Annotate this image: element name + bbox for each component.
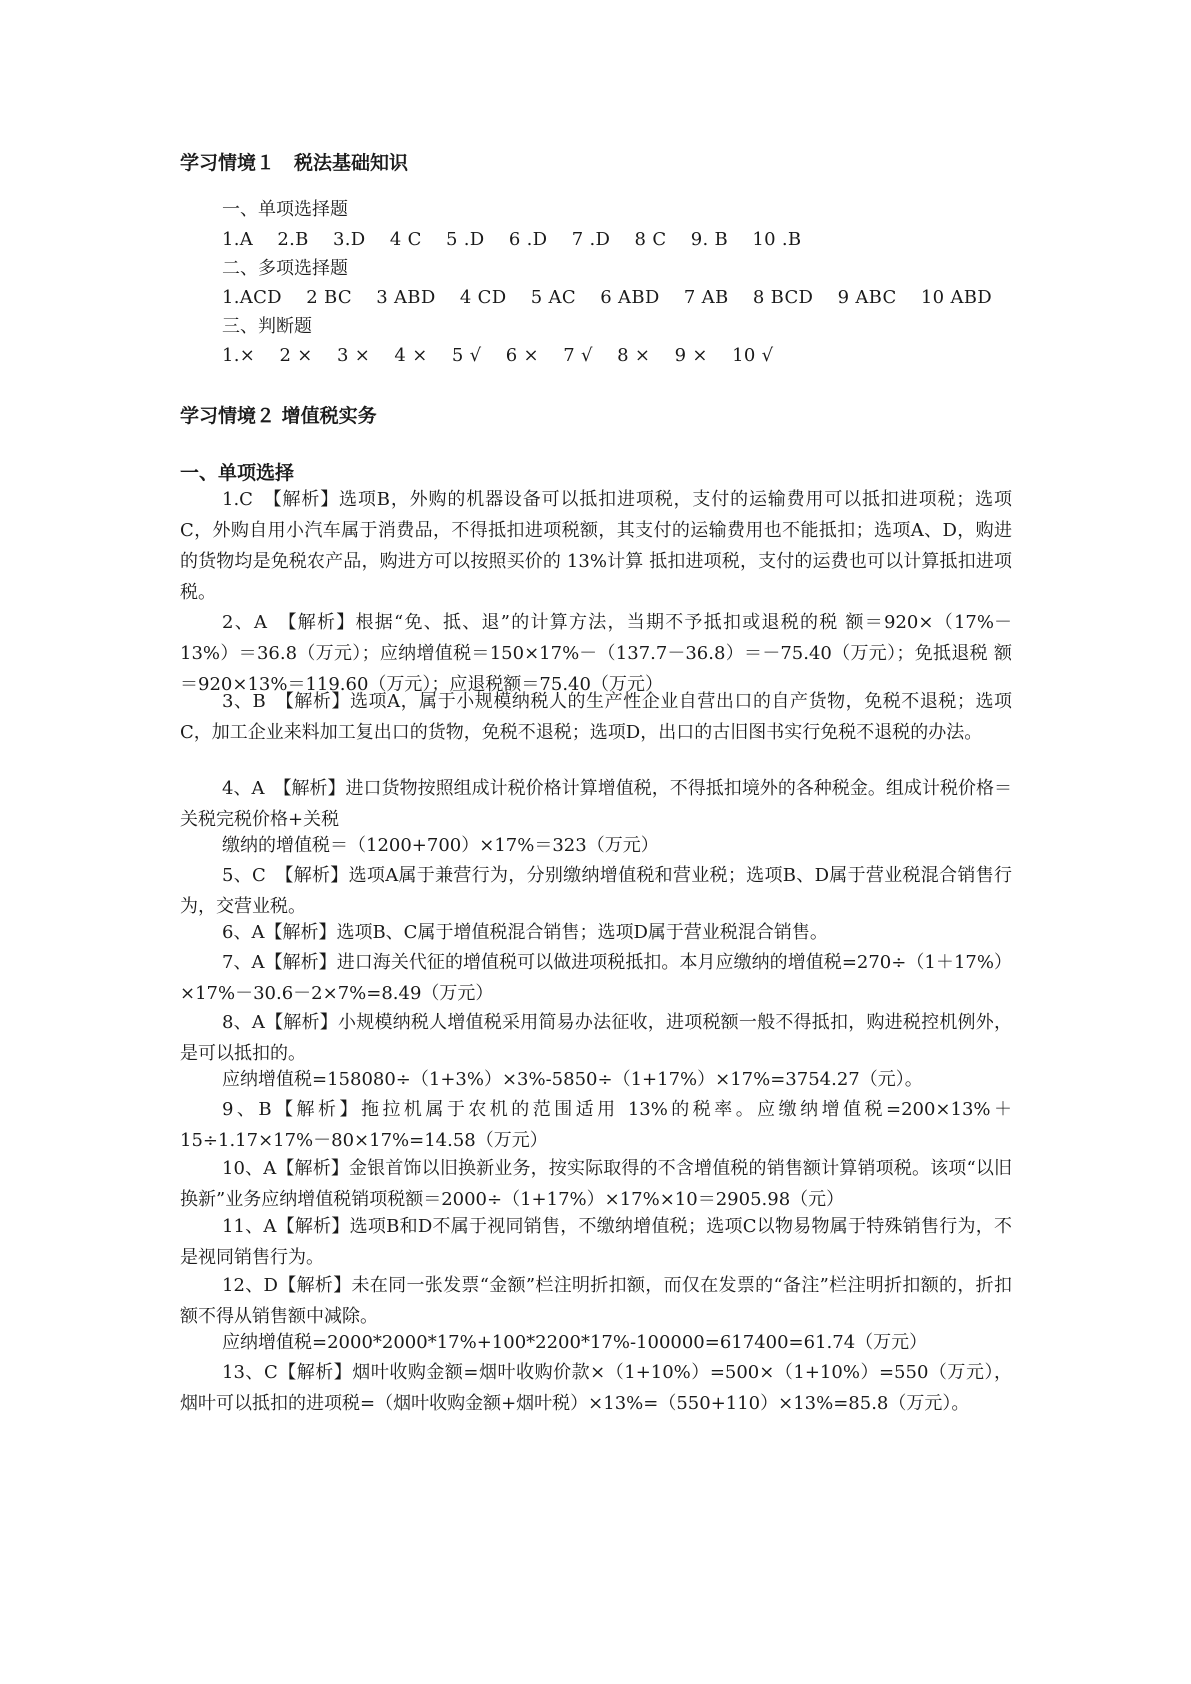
formula-item-8: 应纳增值税=158080÷（1+3%）×3%-5850÷（1+17%）×17%=3754.27（元）。: [222, 1069, 923, 1090]
single-choice-answers: 1.A 2.B 3.D 4 C 5 .D 6 .D 7 .D 8 C 9. B 10 .B: [222, 229, 802, 250]
answer-item-13: 13、C【解析】烟叶收购金额=烟叶收购价款×（1+10%）=500×（1+10%）=550（万元），烟叶可以抵扣的进项税=（烟叶收购金额+烟叶税）×13%=（550+110）×13%=85.8（万元）。: [180, 1362, 1012, 1414]
answer-item-10: 10、A【解析】金银首饰以旧换新业务，按实际取得的不含增值税的销售额计算销项税。该项“以旧换新”业务应纳增值税销项税额＝2000÷（1+17%）×17%×10＝2905.98（元）: [180, 1158, 1012, 1210]
answer-item-7: 7、A【解析】进口海关代征的增值税可以做进项税抵扣。本月应缴纳的增值税=270÷（1＋17%）×17%－30.6－2×7%=8.49（万元）: [180, 952, 1012, 1004]
chapter-1-title: 学习情境１ 税法基础知识: [180, 152, 409, 174]
formula-item-4: 缴纳的增值税＝（1200+700）×17%＝323（万元）: [222, 835, 659, 856]
answer-item-9: 9、B【解析】拖拉机属于农机的范围适用 13%的税率。应缴纳增值税=200×13%＋15÷1.17×17%－80×17%=14.58（万元）: [180, 1099, 1012, 1151]
answer-item-3: 3、B 【解析】选项A，属于小规模纳税人的生产性企业自营出口的自产货物，免税不退税；选项C，加工企业来料加工复出口的货物，免税不退税；选项D，出口的古旧图书实行免税不退税的办法。: [180, 691, 1012, 743]
answer-item-8: 8、A【解析】小规模纳税人增值税采用简易办法征收，进项税额一般不得抵扣，购进税控机例外，是可以抵扣的。: [180, 1012, 1012, 1064]
answer-item-1: 1.C 【解析】选项B，外购的机器设备可以抵扣进项税，支付的运输费用可以抵扣进项税；选项 C，外购自用小汽车属于消费品，不得抵扣进项税额，其支付的运输费用也不能抵扣；选项A、D，购进的货物均是免税农产品，购进方可以按照买价的 13%计算 抵扣进项税，支付的运费也可以计算抵扣进项税。: [180, 489, 1012, 603]
formula-item-12: 应纳增值税=2000*2000*17%+100*2200*17%-100000=617400=61.74（万元）: [222, 1332, 928, 1353]
single-choice-heading: 一、单项选择题: [222, 199, 348, 220]
answer-item-5: 5、C 【解析】选项A属于兼营行为，分别缴纳增值税和营业税；选项B、D属于营业税混合销售行为，交营业税。: [180, 865, 1012, 917]
true-false-heading: 三、判断题: [222, 316, 312, 337]
answer-item-4: 4、A 【解析】进口货物按照组成计税价格计算增值税，不得抵扣境外的各种税金。组成计税价格＝关税完税价格+关税: [180, 778, 1012, 830]
answer-item-6: 6、A【解析】选项B、C属于增值税混合销售；选项D属于营业税混合销售。: [222, 922, 828, 943]
true-false-answers: 1.× 2 × 3 × 4 × 5 √ 6 × 7 √ 8 × 9 × 10 √: [222, 345, 774, 366]
multi-choice-heading: 二、多项选择题: [222, 258, 348, 279]
answer-item-2: 2、A 【解析】根据“免、抵、退”的计算方法，当期不予抵扣或退税的税 额＝920×（17%－13%）＝36.8（万元）；应纳增值税＝150×17%－（137.7－36.8）＝－75.40（万元）；免抵退税 额＝920×13%＝119.60（万元）；应退税额＝75.40（万元）: [180, 612, 1012, 695]
chapter-2-title: 学习情境２ 增值税实务: [180, 405, 377, 427]
multi-choice-answers: 1.ACD 2 BC 3 ABD 4 CD 5 AC 6 ABD 7 AB 8 BCD 9 ABC 10 ABD: [222, 287, 992, 308]
single-choice-section-heading: 一、单项选择: [180, 462, 295, 484]
answer-item-11: 11、A【解析】选项B和D不属于视同销售，不缴纳增值税；选项C以物易物属于特殊销售行为，不是视同销售行为。: [180, 1216, 1012, 1268]
answer-item-12: 12、D【解析】未在同一张发票“金额”栏注明折扣额，而仅在发票的“备注”栏注明折扣额的，折扣额不得从销售额中减除。: [180, 1275, 1012, 1327]
